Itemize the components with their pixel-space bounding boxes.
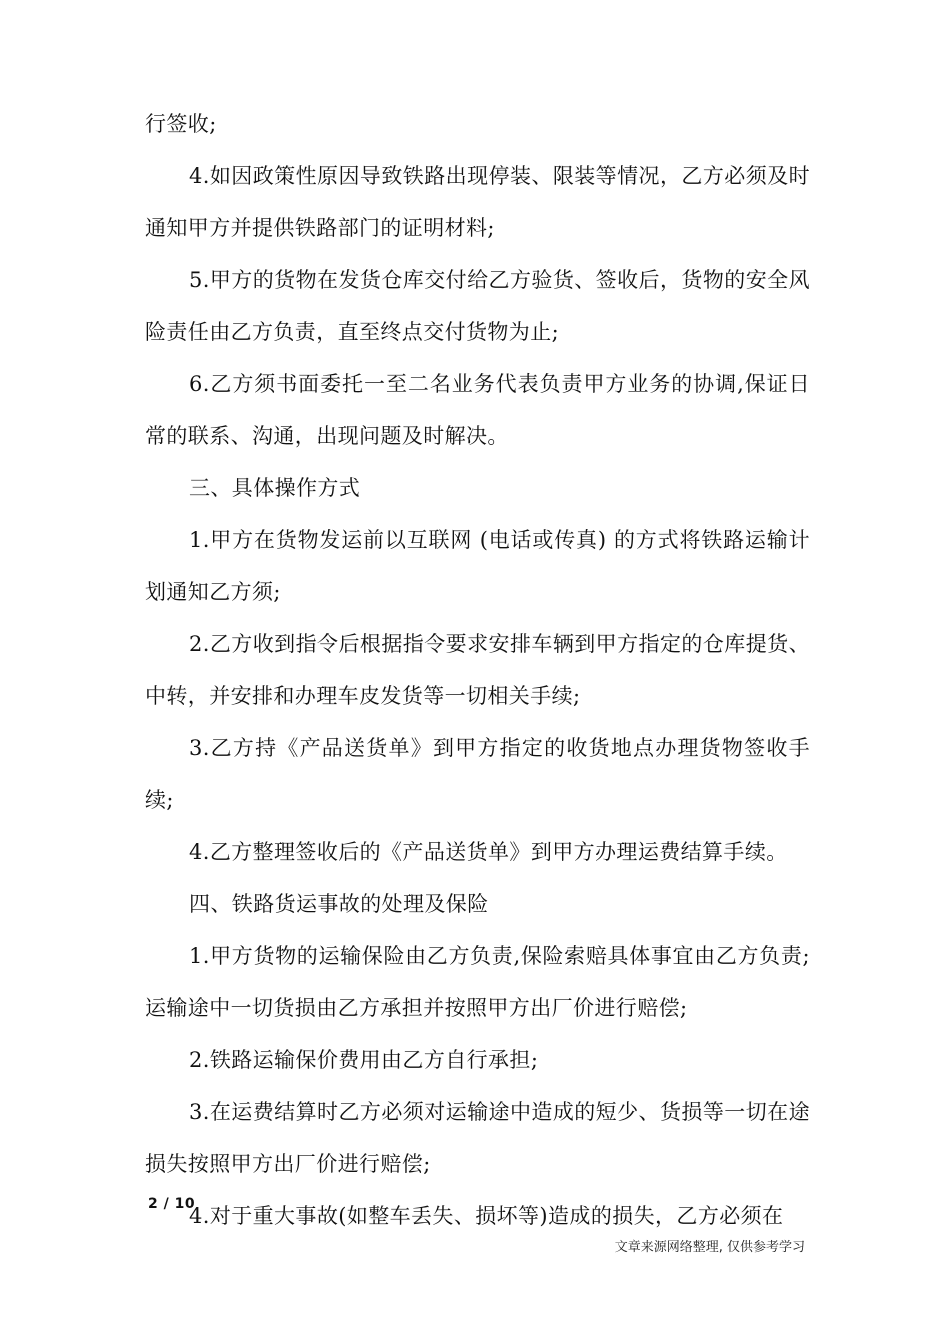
body-paragraph: 行签收; [145,112,217,136]
body-paragraph: 4.对于重大事故(如整车丢失、损坏等)造成的损失，乙方必须在 [189,1204,784,1228]
body-paragraph: 3.乙方持《产品送货单》到甲方指定的收货地点办理货物签收手续; [145,736,810,812]
body-paragraph: 2.铁路运输保价费用由乙方自行承担; [189,1048,539,1072]
body-paragraph: 2.乙方收到指令后根据指令要求安排车辆到甲方指定的仓库提货、中转，并安排和办理车皮发货等一切相关手续; [145,632,810,708]
body-paragraph: 4.乙方整理签收后的《产品送货单》到甲方办理运费结算手续。 [189,840,788,864]
body-paragraph: 四、铁路货运事故的处理及保险 [189,892,489,916]
body-paragraph: 5.甲方的货物在发货仓库交付给乙方验货、签收后，货物的安全风险责任由乙方负责，直至终点交付货物为止; [145,268,810,344]
body-paragraph: 1.甲方在货物发运前以互联网 (电话或传真) 的方式将铁路运输计划通知乙方须; [145,528,810,604]
body-paragraph: 6.乙方须书面委托一至二名业务代表负责甲方业务的协调,保证日常的联系、沟通，出现问题及时解决。 [145,372,810,448]
body-paragraph: 3.在运费结算时乙方必须对运输途中造成的短少、货损等一切在途损失按照甲方出厂价进行赔偿; [145,1100,810,1176]
page-number: 2 / 10 [148,1196,196,1212]
body-paragraph: 4.如因政策性原因导致铁路出现停装、限装等情况，乙方必须及时通知甲方并提供铁路部门的证明材料; [145,164,810,240]
body-paragraph: 1.甲方货物的运输保险由乙方负责,保险索赔具体事宜由乙方负责;运输途中一切货损由乙方承担并按照甲方出厂价进行赔偿; [145,944,810,1020]
document-body [145,98,810,1242]
footer-note: 文章来源网络整理, 仅供参考学习 [614,1240,805,1255]
body-paragraph: 三、具体操作方式 [189,476,361,500]
